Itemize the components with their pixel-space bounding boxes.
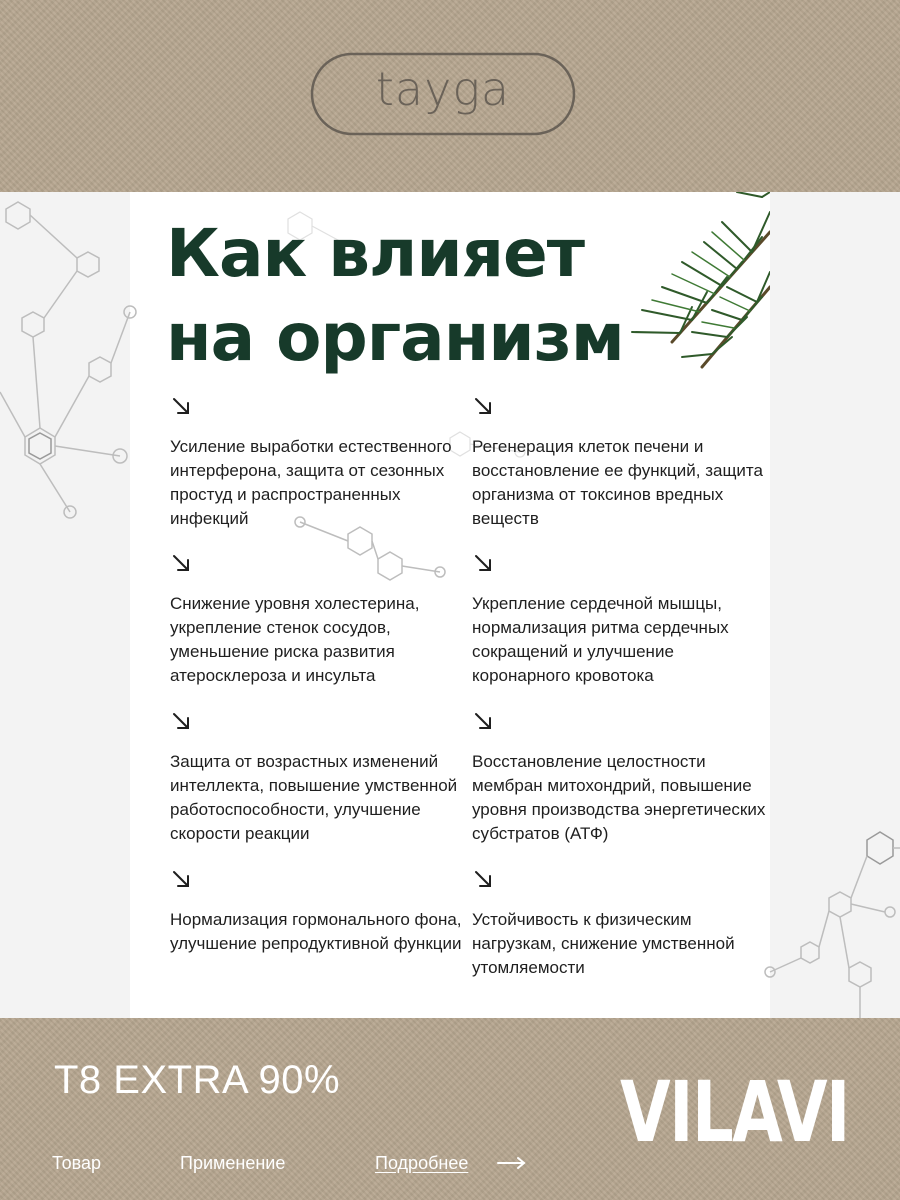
brand-name: VILAVI xyxy=(620,1063,849,1161)
brand-logo xyxy=(310,48,576,144)
arrow-down-right-icon xyxy=(170,710,192,732)
arrow-down-right-icon xyxy=(170,552,192,574)
arrow-down-right-icon xyxy=(472,395,494,417)
page-title xyxy=(166,212,646,380)
page-title-line-2: на организм xyxy=(166,299,624,376)
benefit-text: Устойчивость к физическим нагрузкам, снижение умственной утомляемости xyxy=(472,910,735,977)
page-title-line-1: Как влияет xyxy=(166,215,585,292)
benefit-text: Снижение уровня холестерина, укрепление стенок сосудов, уменьшение риска развития атеросклероза и инсульта xyxy=(170,594,420,685)
arrow-down-right-icon xyxy=(170,395,192,417)
arrow-down-right-icon xyxy=(170,868,192,890)
benefit-text: Регенерация клеток печени и восстановление ее функций, защита организма от токсинов вредных веществ xyxy=(472,437,763,528)
arrow-down-right-icon xyxy=(472,868,494,890)
nav-tab-product[interactable]: Товар xyxy=(52,1153,101,1173)
benefit-text: Восстановление целостности мембран митохондрий, повышение уровня производства энергетических субстратов (АТФ) xyxy=(472,752,766,843)
nav-tab-usage[interactable]: Применение xyxy=(180,1153,286,1173)
benefit-text: Нормализация гормонального фона, улучшение репродуктивной функции xyxy=(170,910,462,953)
logo-text: tayga xyxy=(375,62,511,116)
arrow-right-icon[interactable] xyxy=(497,1156,527,1170)
arrow-down-right-icon xyxy=(472,552,494,574)
arrow-down-right-icon xyxy=(472,710,494,732)
benefit-text: Усиление выработки естественного интерферона, защита от сезонных простуд и распространенных инфекций xyxy=(170,437,452,528)
nav-link-more[interactable]: Подробнее xyxy=(375,1153,469,1173)
kraft-header xyxy=(0,0,900,192)
benefit-text: Защита от возрастных изменений интеллекта, повышение умственной работоспособности, улучшение скорости реакции xyxy=(170,752,458,843)
product-name: T8 EXTRA 90% xyxy=(54,1058,341,1102)
benefit-text: Укрепление сердечной мышцы, нормализация ритма сердечных сокращений и улучшение коронарного кровотока xyxy=(472,594,729,685)
